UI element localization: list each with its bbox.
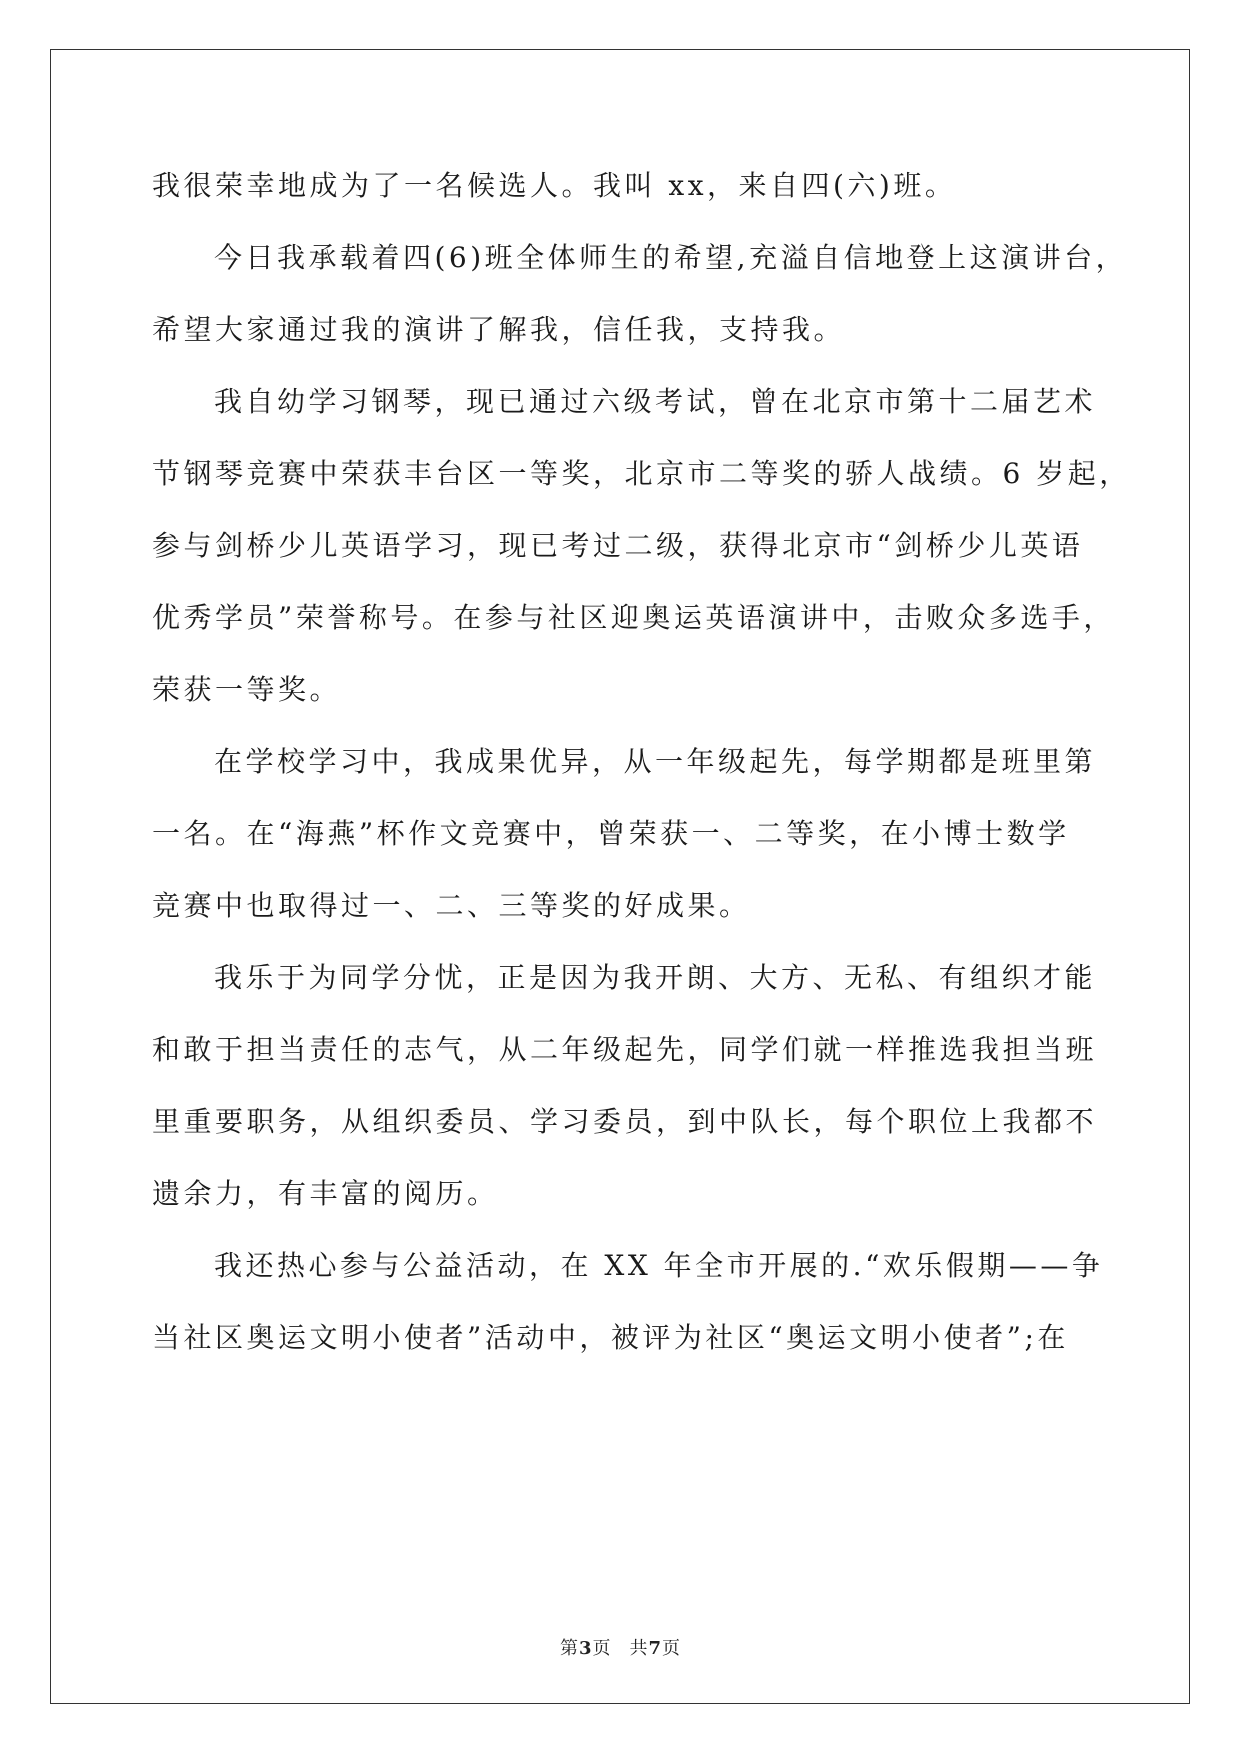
total-prefix: 共 [629, 1638, 649, 1659]
page-footer [0, 1634, 1241, 1660]
text-line: 里重要职务，从组织委员、学习委员，到中队长，每个职位上我都不 [152, 1105, 1098, 1138]
text-line: 我乐于为同学分忧，正是因为我开朗、大方、无私、有组织才能 [214, 961, 1097, 994]
text-line: 遗余力，有丰富的阅历。 [152, 1177, 499, 1210]
text-line: 我还热心参与公益活动，在 XX 年全市开展的.“欢乐假期——争 [214, 1249, 1104, 1282]
page-border [50, 49, 1190, 1704]
text-line: 当社区奥运文明小使者”活动中，被评为社区“奥运文明小使者”;在 [152, 1321, 1069, 1354]
text-line: 竞赛中也取得过一、二、三等奖的好成果。 [152, 889, 751, 922]
page-prefix: 第 [559, 1638, 579, 1659]
text-line: 我自幼学习钢琴，现已通过六级考试，曾在北京市第十二届艺术 [214, 385, 1097, 418]
total-pages: 7 [648, 1638, 663, 1659]
text-line: 在学校学习中，我成果优异，从一年级起先，每学期都是班里第 [214, 745, 1097, 778]
text-line: 今日我承载着四(6)班全体师生的希望,充溢自信地登上这演讲台， [214, 241, 1128, 274]
text-line: 我很荣幸地成为了一名候选人。我叫 xx，来自四(六)班。 [152, 169, 957, 202]
text-line: 一名。在“海燕”杯作文竞赛中，曾荣获一、二等奖，在小博士数学 [152, 817, 1070, 850]
total-suffix: 页 [662, 1638, 682, 1659]
page-number: 3 [578, 1638, 593, 1659]
text-line: 希望大家通过我的演讲了解我，信任我，支持我。 [152, 313, 846, 346]
text-line: 荣获一等奖。 [152, 673, 342, 706]
page-suffix: 页 [592, 1638, 612, 1659]
text-line: 节钢琴竞赛中荣获丰台区一等奖，北京市二等奖的骄人战绩。6 岁起， [152, 457, 1131, 490]
text-line: 优秀学员”荣誉称号。在参与社区迎奥运英语演讲中，击败众多选手， [152, 601, 1115, 634]
text-line: 和敢于担当责任的志气，从二年级起先，同学们就一样推选我担当班 [152, 1033, 1098, 1066]
text-line: 参与剑桥少儿英语学习，现已考过二级，获得北京市“剑桥少儿英语 [152, 529, 1084, 562]
